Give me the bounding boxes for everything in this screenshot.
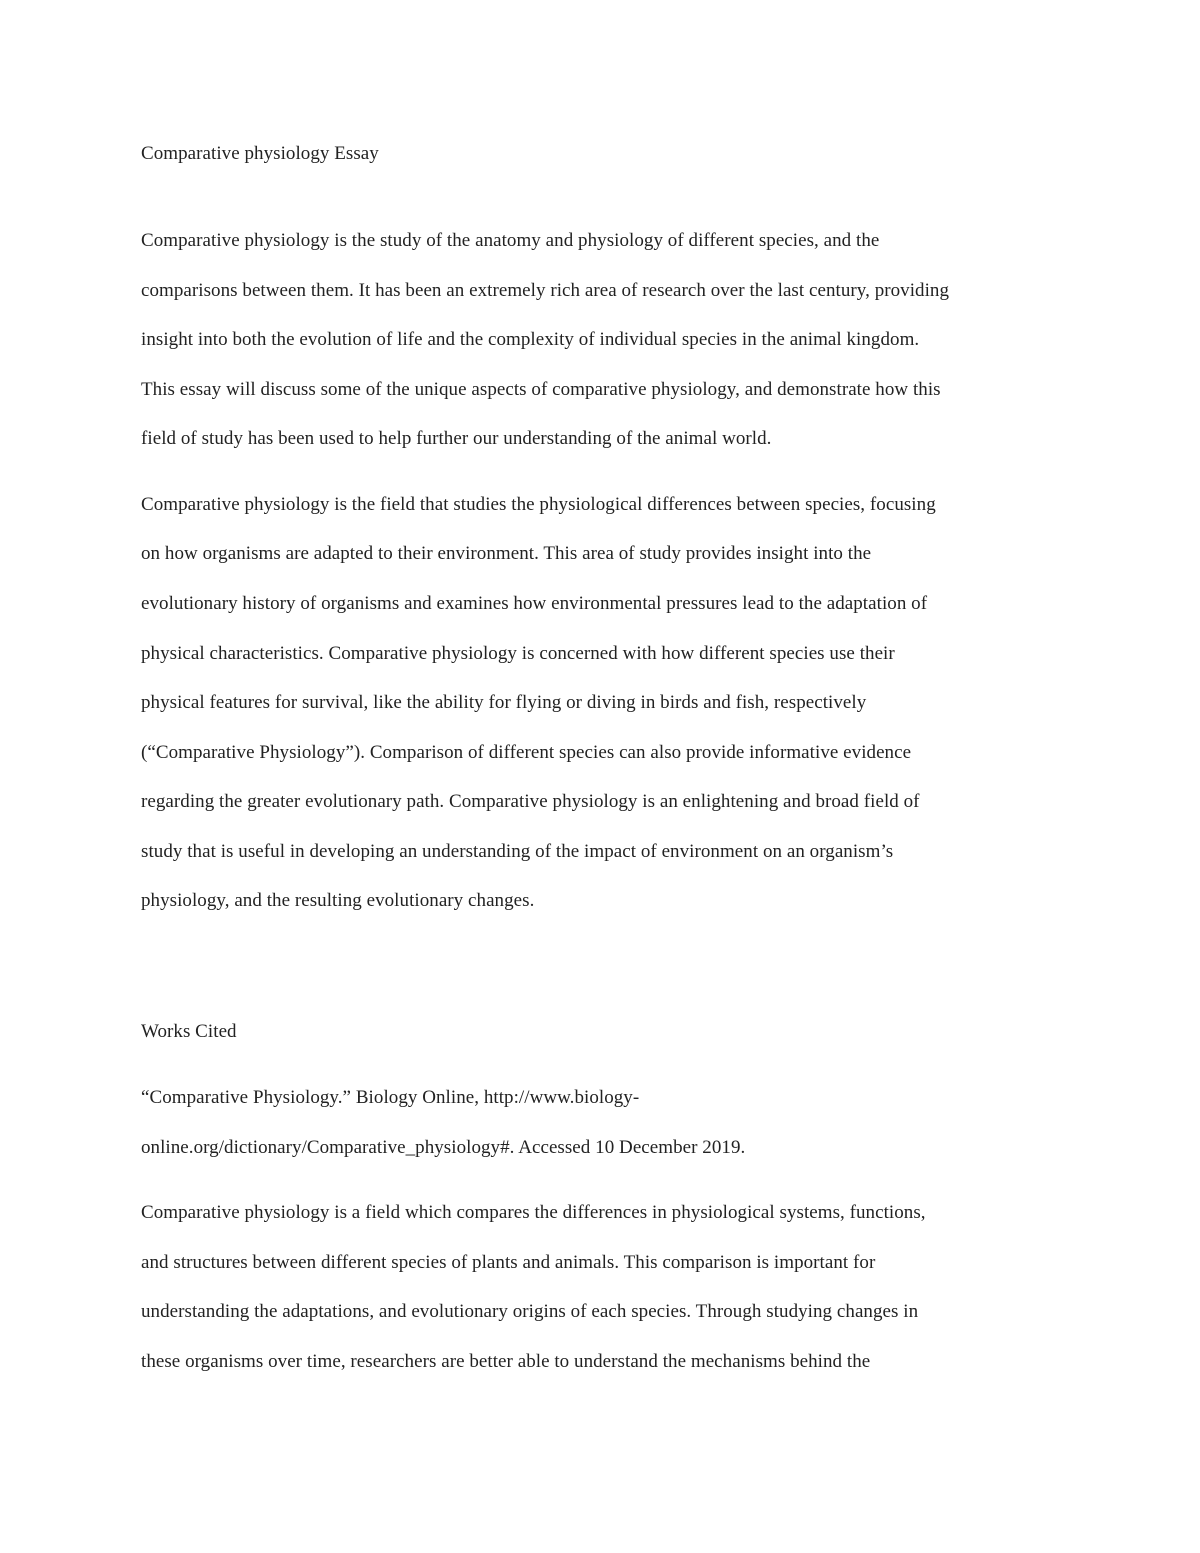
citation-line-2: online.org/dictionary/Comparative_physiology#. Accessed 10 December 2019.: [141, 1137, 746, 1158]
document-title: Comparative physiology Essay: [141, 143, 379, 164]
paragraph-1-line-4: This essay will discuss some of the unique aspects of comparative physiology, and demonstrate how this: [141, 379, 941, 400]
paragraph-2-line-5: physical features for survival, like the ability for flying or diving in birds and fish, respectively: [141, 692, 867, 713]
works-cited-heading: Works Cited: [141, 1021, 237, 1042]
paragraph-2-line-7: regarding the greater evolutionary path. Comparative physiology is an enlightening and broad field of: [141, 791, 920, 812]
paragraph-2-line-2: on how organisms are adapted to their environment. This area of study provides insight into the: [141, 543, 872, 564]
paragraph-3-line-1: Comparative physiology is a field which compares the differences in physiological systems, functions,: [141, 1202, 926, 1223]
paragraph-2-line-6: (“Comparative Physiology”). Comparison of different species can also provide informative evidence: [141, 742, 912, 763]
citation-line-1: “Comparative Physiology.” Biology Online, http://www.biology-: [141, 1087, 640, 1108]
paragraph-1-line-5: field of study has been used to help further our understanding of the animal world.: [141, 428, 772, 449]
paragraph-1-line-3: insight into both the evolution of life and the complexity of individual species in the animal kingdom.: [141, 329, 920, 350]
paragraph-2-line-3: evolutionary history of organisms and examines how environmental pressures lead to the adaptation of: [141, 593, 928, 614]
paragraph-1-line-2: comparisons between them. It has been an extremely rich area of research over the last century, providing: [141, 280, 950, 301]
paragraph-2-line-4: physical characteristics. Comparative physiology is concerned with how different species use their: [141, 643, 895, 664]
paragraph-2-line-1: Comparative physiology is the field that studies the physiological differences between species, focusing: [141, 494, 936, 515]
paragraph-2-line-8: study that is useful in developing an understanding of the impact of environment on an organism’s: [141, 841, 894, 862]
paragraph-2-line-9: physiology, and the resulting evolutionary changes.: [141, 890, 535, 911]
paragraph-1-line-1: Comparative physiology is the study of the anatomy and physiology of different species, and the: [141, 230, 880, 251]
paragraph-3-line-2: and structures between different species of plants and animals. This comparison is important for: [141, 1252, 876, 1273]
paragraph-3-line-4: these organisms over time, researchers are better able to understand the mechanisms behind the: [141, 1351, 871, 1372]
paragraph-3-line-3: understanding the adaptations, and evolutionary origins of each species. Through studying changes in: [141, 1301, 919, 1322]
